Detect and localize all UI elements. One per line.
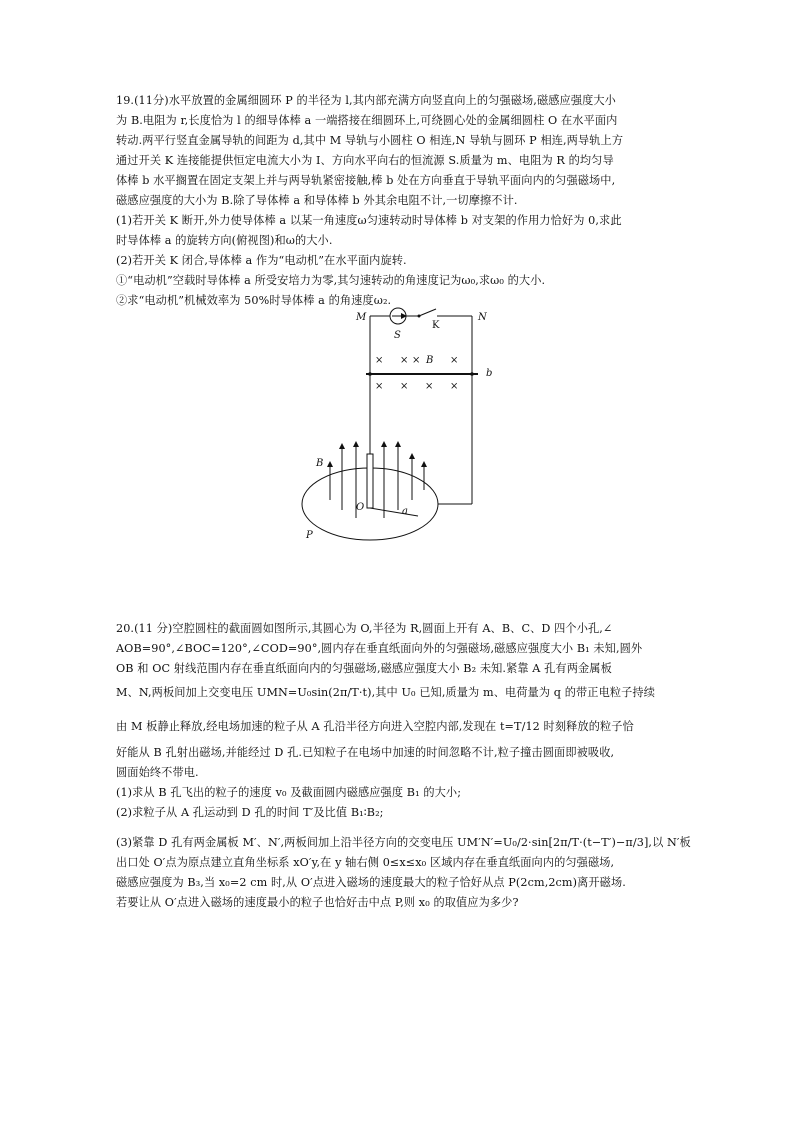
q20-line: 圆面始终不带电. (116, 766, 199, 779)
q19-line: 转动.两平行竖直金属导轨的间距为 d,其中 M 导轨与小圆柱 O 相连,N 导轨与圆环 P 相连,两导轨上方 (116, 134, 624, 147)
label-N: N (478, 312, 487, 323)
q20-line: M、N,两板间加上交变电压 UMN=U₀sin(2π/T·t),其中 U₀ 已知,质量为 m、电荷量为 q 的带正电粒子持续 (116, 686, 656, 699)
q20-line: 20.(11 分)空腔圆柱的截面圆如图所示,其圆心为 O,半径为 R,圆面上开有 A、B、C、D 四个小孔,∠ (116, 622, 613, 635)
label-K: K (432, 320, 440, 331)
switch-K (419, 309, 436, 316)
q19-line: 时导体棒 a 的旋转方向(俯视图)和ω的大小. (116, 234, 333, 247)
cylinder-O (367, 454, 373, 508)
label-a: a (402, 506, 408, 517)
field-cross: × (375, 381, 384, 392)
q19-line: (2)若开关 K 闭合,导体棒 a 作为“电动机”在水平面内旋转. (116, 254, 407, 267)
label-O: O (356, 502, 365, 513)
field-cross: × (412, 355, 421, 366)
rod-a (370, 508, 418, 516)
q19-line: 体棒 b 水平搁置在固定支架上并与两导轨紧密接触,棒 b 处在方向垂直于导轨平面向内的匀强磁场中, (116, 174, 616, 187)
label-B-top: B (426, 355, 434, 366)
field-cross: × (450, 381, 459, 392)
question-20 (116, 619, 691, 913)
q19-line: 19.(11分)水平放置的金属细圆环 P 的半径为 l,其内部充满方向竖直向上的匀强磁场,磁感应强度大小 (116, 94, 616, 107)
q19-line: 磁感应强度的大小为 B.除了导体棒 a 和导体棒 b 外其余电阻不计,一切摩擦不计. (116, 194, 518, 207)
q20-line: 若要让从 O′点进入磁场的速度最小的粒子也恰好击中点 P,则 x₀ 的取值应为多少? (116, 896, 519, 909)
q20-line: 磁感应强度为 B₃,当 x₀=2 cm 时,从 O′点进入磁场的速度最大的粒子恰好从点 P(2cm,2cm)离开磁场. (116, 876, 626, 889)
q20-line: (2)求粒子从 A 孔运动到 D 孔的时间 T′及比值 B₁∶B₂; (116, 806, 384, 819)
circuit-figure (300, 304, 510, 548)
q20-line: OB 和 OC 射线范围内存在垂直纸面向内的匀强磁场,磁感应强度大小 B₂ 未知.紧靠 A 孔有两金属板 (116, 662, 612, 675)
label-b: b (486, 368, 493, 379)
q20-line: AOB=90°,∠BOC=120°,∠COD=90°,圆内存在垂直纸面向外的匀强磁场,磁感应强度大小 B₁ 未知,圆外 (116, 642, 643, 655)
q19-line: ②求“电动机”机械效率为 50%时导体棒 a 的角速度ω₂. (116, 294, 392, 307)
q20-line: 由 M 板静止释放,经电场加速的粒子从 A 孔沿半径方向进入空腔内部,发现在 t=T/12 时刻释放的粒子恰 (116, 720, 634, 733)
q20-line: 好能从 B 孔射出磁场,并能经过 D 孔.已知粒子在电场中加速的时间忽略不计,粒子撞击圆面即被吸收, (116, 746, 615, 759)
field-cross: × (375, 355, 384, 366)
q20-line: (1)求从 B 孔飞出的粒子的速度 v₀ 及截面圆内磁感应强度 B₁ 的大小; (116, 786, 462, 799)
label-P: P (306, 530, 313, 541)
field-cross: × (400, 381, 409, 392)
q19-line: ①“电动机”空载时导体棒 a 所受安培力为零,其匀速转动的角速度记为ω₀,求ω₀ 的大小. (116, 274, 546, 287)
field-cross: × (425, 381, 434, 392)
circuit-diagram (300, 304, 510, 548)
question-19 (116, 91, 686, 311)
q20-line: (3)紧靠 D 孔有两金属板 M′、N′,两板间加上沿半径方向的交变电压 UM′N′=U₀/2·sin[2π/T·(t−T′)−π/3],以 N′板 (116, 836, 691, 849)
label-B-left: B (316, 458, 324, 469)
field-cross: × (450, 355, 459, 366)
q19-line: 通过开关 K 连接能提供恒定电流大小为 I、方向水平向右的恒流源 S.质量为 m、电阻为 R 的均匀导 (116, 154, 614, 167)
q19-line: 为 B.电阻为 r,长度恰为 l 的细导体棒 a 一端搭接在细圆环上,可绕圆心处的金属细圆柱 O 在水平面内 (116, 114, 618, 127)
q20-line: 出口处 O′点为原点建立直角坐标系 xO′y,在 y 轴右侧 0≤x≤x₀ 区域内存在垂直纸面向内的匀强磁场, (116, 856, 615, 869)
label-M: M (356, 312, 367, 323)
field-cross: × (400, 355, 409, 366)
q19-line: (1)若开关 K 断开,外力使导体棒 a 以某一角速度ω匀速转动时导体棒 b 对支架的作用力恰好为 0,求此 (116, 214, 622, 227)
label-S: S (394, 330, 401, 341)
